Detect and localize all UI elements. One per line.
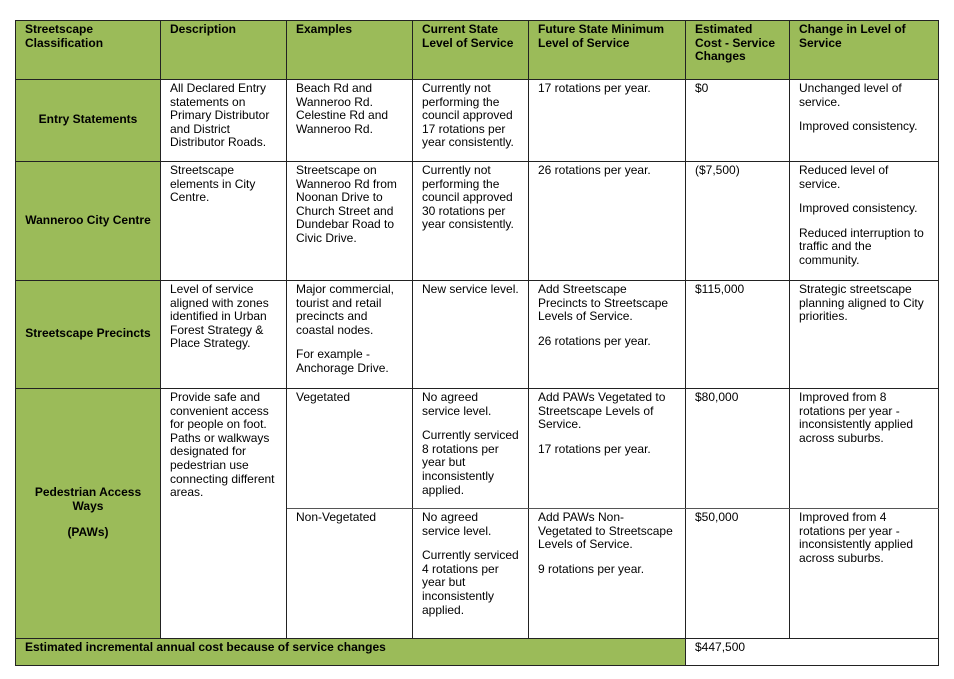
row-change: Unchanged level of service. Improved consistency. [790,80,939,162]
row-change: Improved from 8 rotations per year - inconsistently applied across suburbs. [790,389,939,509]
row-future: 26 rotations per year. [529,162,686,281]
total-value: $447,500 [686,639,939,666]
row-cost: $0 [686,80,790,162]
paws-title: Pedestrian Access Ways [34,485,142,513]
header-change: Change in Level of Service [790,21,939,80]
header-estimated-cost: Estimated Cost - Service Changes [686,21,790,80]
row-cost: $80,000 [686,389,790,509]
header-row [16,21,939,80]
table-row [16,281,939,389]
row-examples: Streetscape on Wanneroo Rd from Noonan Drive to Church Street and Dundebar Road to Civic Drive. [287,162,413,281]
table-row [16,162,939,281]
header-description: Description [161,21,287,80]
header-classification: Streetscape Classification [16,21,161,80]
total-label: Estimated incremental annual cost because of service changes [16,639,686,666]
row-current: New service level. [413,281,529,389]
row-description: Provide safe and convenient access for people on foot. Paths or walkways designated for pedestrian use connecting different areas. [161,389,287,639]
row-cost: ($7,500) [686,162,790,281]
row-description: Streetscape elements in City Centre. [161,162,287,281]
row-future: 17 rotations per year. [529,80,686,162]
row-classification [16,389,161,639]
row-cost: $50,000 [686,509,790,639]
row-future: Add PAWs Non-Vegetated to Streetscape Levels of Service. 9 rotations per year. [529,509,686,639]
total-row [16,639,939,666]
table-row [16,389,939,509]
row-future: Add Streetscape Precincts to Streetscape Levels of Service. 26 rotations per year. [529,281,686,389]
row-examples: Beach Rd and Wanneroo Rd. Celestine Rd and Wanneroo Rd. [287,80,413,162]
row-cost: $115,000 [686,281,790,389]
row-examples: Vegetated [287,389,413,509]
row-description: All Declared Entry statements on Primary Distributor and District Distributor Roads. [161,80,287,162]
row-description: Level of service aligned with zones identified in Urban Forest Strategy & Place Strategy. [161,281,287,389]
header-future-state: Future State Minimum Level of Service [529,21,686,80]
row-change: Reduced level of service. Improved consistency. Reduced interruption to traffic and the community. [790,162,939,281]
row-current: Currently not performing the council approved 30 rotations per year consistently. [413,162,529,281]
header-current-state: Current State Level of Service [413,21,529,80]
paws-abbrev: (PAWs) [67,525,109,540]
service-levels-table [15,20,939,666]
header-examples: Examples [287,21,413,80]
row-change: Strategic streetscape planning aligned to City priorities. [790,281,939,389]
table-row [16,80,939,162]
row-current: No agreed service level. Currently serviced 8 rotations per year but inconsistently applied. [413,389,529,509]
row-current: No agreed service level. Currently serviced 4 rotations per year but inconsistently applied. [413,509,529,639]
row-examples: Non-Vegetated [287,509,413,639]
row-change: Improved from 4 rotations per year - inconsistently applied across suburbs. [790,509,939,639]
row-current: Currently not performing the council approved 17 rotations per year consistently. [413,80,529,162]
row-examples: Major commercial, tourist and retail precincts and coastal nodes. For example - Anchorage Drive. [287,281,413,389]
row-future: Add PAWs Vegetated to Streetscape Levels of Service. 17 rotations per year. [529,389,686,509]
row-classification: Wanneroo City Centre [16,162,161,281]
row-classification: Entry Statements [16,80,161,162]
row-classification: Streetscape Precincts [16,281,161,389]
